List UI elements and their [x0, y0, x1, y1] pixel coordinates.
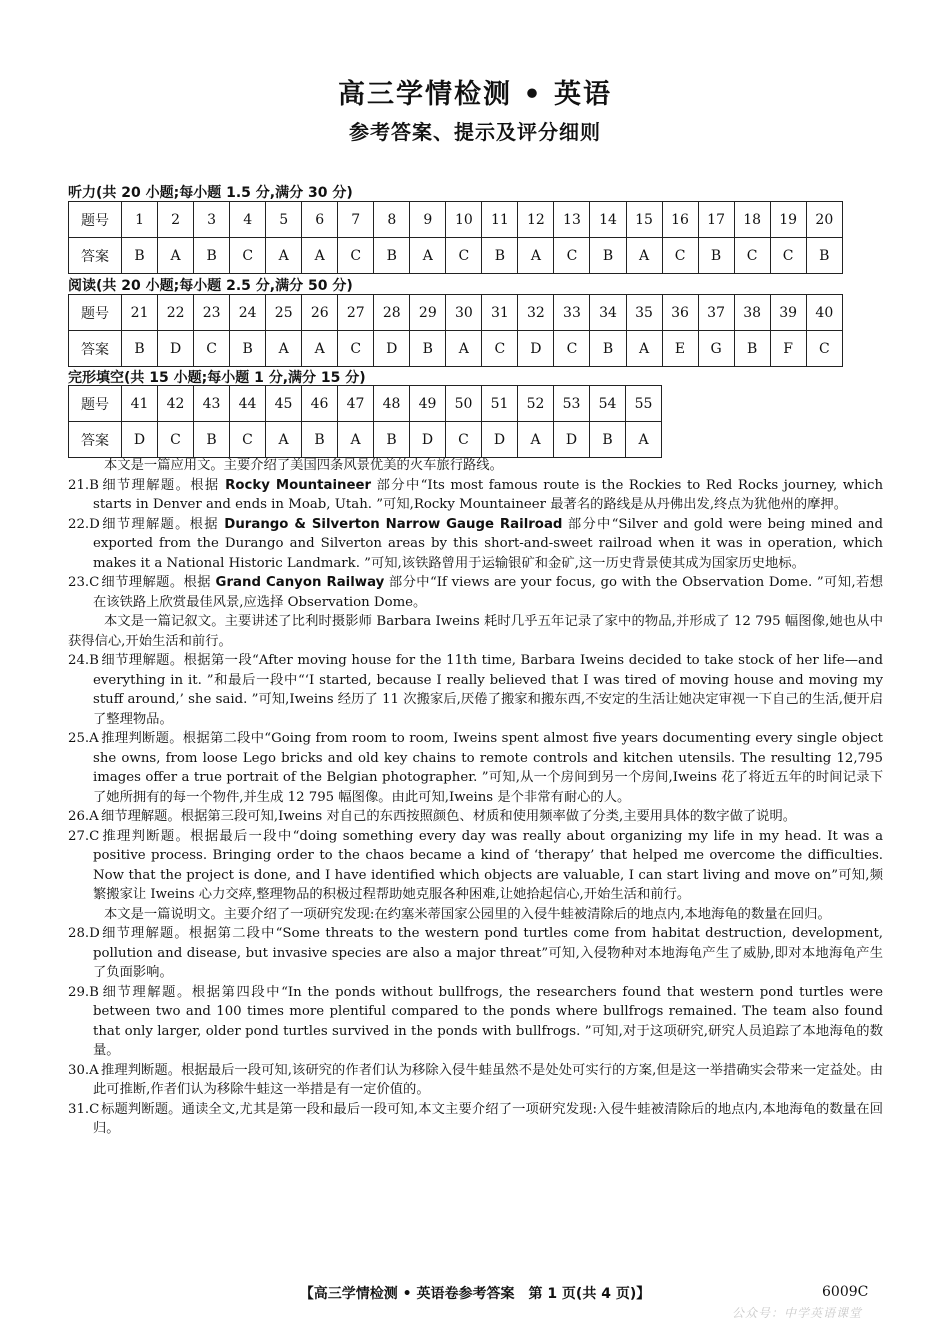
- item-type: 细节理解题。: [101, 516, 190, 532]
- item-text: 根据: [183, 575, 216, 590]
- question-number-cell: 43: [194, 386, 230, 422]
- question-number-cell: 15: [626, 202, 662, 238]
- answer-cell: G: [698, 331, 734, 367]
- reading-answer-table: [68, 294, 843, 367]
- question-number-cell: 29: [410, 295, 446, 331]
- item-text: 部分中“If views are your focus, go with the Observation Dome. ”可知,若想在该铁路上欣赏最佳风景,应选择 Observation Dome。: [93, 575, 884, 610]
- answer-explanation: [68, 515, 884, 574]
- passage-c-items: [68, 924, 884, 1139]
- question-number-cell: 48: [374, 386, 410, 422]
- answer-cell: B: [374, 422, 410, 458]
- item-text: 部分中“Its most famous route is the Rockies to Red Rocks journey, which starts in Denver and ends in Moab, Utah. ”可知,Rocky Mountaineer 最著名的路线是从丹佛出发,终点为犹他州的摩押。: [93, 477, 884, 512]
- question-number-cell: 10: [446, 202, 482, 238]
- item-source-section: Grand Canyon Railway: [215, 575, 385, 590]
- item-text: 根据最后一段中“doing something every day was really about organizing my life in my head. It was a positive process. Bringing order to the chaos became a kind of ‘therapy’ that helped me overcome the difficulties. Now that the project is done, and I have identified which objects are valuable, I can start living and move on”可知,频繁搬家让 Iweins 心力交瘁,整理物品的积极过程帮助她克服各种困难,让她拾起信心,开始生活和前行。: [93, 828, 883, 902]
- question-number-cell: 52: [518, 386, 554, 422]
- question-number-cell: 34: [590, 295, 626, 331]
- answer-explanation: [68, 983, 883, 1061]
- question-number-cell: 46: [302, 386, 338, 422]
- answer-cell: D: [554, 422, 590, 458]
- question-number-cell: 13: [554, 202, 590, 238]
- item-source-section: Durango & Silverton Narrow Gauge Railroad: [224, 516, 563, 532]
- answer-cell: D: [410, 422, 446, 458]
- page-footer: 【高三学情检测 • 英语卷参考答案 第 1 页(共 4 页)】: [299, 1286, 651, 1302]
- cloze-answer-table: [68, 385, 662, 458]
- answer-cell: D: [158, 331, 194, 367]
- question-number-cell: 44: [230, 386, 266, 422]
- answer-cell: A: [626, 331, 662, 367]
- answer-cell: B: [482, 238, 518, 274]
- question-number-cell: 26: [302, 295, 338, 331]
- question-number-cell: 40: [806, 295, 842, 331]
- question-number-cell: 50: [446, 386, 482, 422]
- question-number-cell: 19: [770, 202, 806, 238]
- item-number: 26.A: [68, 809, 99, 824]
- answer-row-label: 答案: [69, 238, 122, 274]
- answer-cell: B: [302, 422, 338, 458]
- question-number-cell: 21: [122, 295, 158, 331]
- item-text: 通读全文,尤其是第一段和最后一段可知,本文主要介绍了一项研究发现:入侵牛蛙被清除后的地点内,本地海龟的数量在回归。: [93, 1101, 883, 1136]
- question-number-cell: 8: [374, 202, 410, 238]
- answer-cell: A: [266, 238, 302, 274]
- question-number-cell: 41: [122, 386, 158, 422]
- question-number-cell: 35: [626, 295, 662, 331]
- question-number-cell: 1: [122, 202, 158, 238]
- answer-explanation: [68, 1100, 883, 1139]
- question-number-cell: 16: [662, 202, 698, 238]
- passage-a-items: [68, 476, 884, 613]
- item-text: 根据: [189, 516, 225, 532]
- answer-explanation: [68, 1061, 884, 1100]
- item-type: 推理判断题。: [101, 1062, 182, 1078]
- answer-cell: A: [338, 422, 374, 458]
- answer-explanation: [68, 651, 883, 729]
- question-number-cell: 11: [482, 202, 518, 238]
- question-row: [69, 386, 662, 422]
- answer-cell: D: [482, 422, 518, 458]
- answer-cell: C: [554, 331, 590, 367]
- item-text: 根据第一段“After moving house for the 11th time, Barbara Iweins decided to take stock of her life—and everything in it. ”和最后一段中“‘I started, because I really believed that I was tired of moving house and moving my stuff around,’ she said. ”可知,Iweins 经历了 11 次搬家后,厌倦了搬家和搬东西,不安定的生活让她决定审视一下自己的生活,便开启了整理物品。: [93, 653, 883, 727]
- question-row: [69, 202, 843, 238]
- paper-code: 6009C: [822, 1284, 869, 1300]
- question-number-cell: 54: [590, 386, 626, 422]
- answer-cell: B: [590, 238, 626, 274]
- answer-cell: C: [554, 238, 590, 274]
- answer-cell: A: [626, 238, 662, 274]
- answer-cell: B: [194, 422, 230, 458]
- answer-row-label: 答案: [69, 331, 122, 367]
- question-number-cell: 39: [770, 295, 806, 331]
- cloze-section-heading: 完形填空(共 15 小题;每小题 1 分,满分 15 分): [68, 370, 366, 386]
- question-number-cell: 38: [734, 295, 770, 331]
- answer-cell: C: [338, 238, 374, 274]
- answer-cell: B: [410, 331, 446, 367]
- answer-cell: B: [122, 331, 158, 367]
- answer-cell: C: [662, 238, 698, 274]
- answer-cell: B: [590, 331, 626, 367]
- item-type: 细节理解题。: [101, 809, 181, 824]
- document-title: 高三学情检测 • 英语: [337, 79, 613, 110]
- question-row-label: 题号: [69, 202, 122, 238]
- answer-cell: B: [590, 422, 626, 458]
- answer-explanation: [68, 729, 883, 807]
- answer-cell: A: [518, 238, 554, 274]
- question-number-cell: 28: [374, 295, 410, 331]
- question-number-cell: 51: [482, 386, 518, 422]
- item-text: 根据: [190, 477, 226, 493]
- question-number-cell: 14: [590, 202, 626, 238]
- answer-cell: C: [230, 422, 266, 458]
- answer-cell: C: [446, 422, 482, 458]
- item-source-section: Rocky Mountaineer: [225, 477, 372, 493]
- watermark: 公众号：中学英语课堂: [732, 1306, 863, 1320]
- question-number-cell: 25: [266, 295, 302, 331]
- item-text: 部分中“Silver and gold were being mined and exported from the Durango and Silverton areas by this short-and-sweet railroad when it was in operation, which makes it a National Historic Landmark. ”可知,该铁路曾用于运输银矿和金矿,这一历史背景使其成为国家历史地标。: [93, 516, 884, 571]
- item-type: 细节理解题。: [101, 984, 192, 1000]
- question-number-cell: 30: [446, 295, 482, 331]
- answer-cell: A: [302, 331, 338, 367]
- question-number-cell: 53: [554, 386, 590, 422]
- passage-c-intro: 本文是一篇说明文。主要介绍了一项研究发现:在约塞米蒂国家公园里的入侵牛蛙被清除后的地点内,本地海龟的数量在回归。: [104, 906, 831, 922]
- item-number: 27.C: [68, 828, 100, 844]
- question-number-cell: 23: [194, 295, 230, 331]
- answer-row: [69, 422, 662, 458]
- question-number-cell: 27: [338, 295, 374, 331]
- item-text: 根据最后一段可知,该研究的作者们认为移除入侵牛蛙虽然不是处处可实行的方案,但是这一举措确实会带来一定益处。由此可推断,作者们认为移除牛蛙这一举措是有一定价值的。: [93, 1062, 884, 1097]
- item-number: 24.B: [68, 653, 99, 668]
- item-text: 根据第三段可知,Iweins 对自己的东西按照颜色、材质和使用频率做了分类,主要用具体的数字做了说明。: [180, 809, 797, 824]
- item-type: 推理判断题。: [101, 828, 191, 844]
- item-type: 细节理解题。: [101, 477, 191, 493]
- answer-cell: B: [374, 238, 410, 274]
- question-number-cell: 37: [698, 295, 734, 331]
- answer-explanation: [68, 827, 883, 905]
- item-number: 29.B: [68, 984, 99, 1000]
- answer-cell: C: [806, 331, 842, 367]
- answer-cell: A: [410, 238, 446, 274]
- answer-cell: A: [518, 422, 554, 458]
- answer-cell: A: [302, 238, 338, 274]
- question-number-cell: 33: [554, 295, 590, 331]
- answer-cell: A: [626, 422, 662, 458]
- passage-b-intro: 本文是一篇记叙文。主要讲述了比利时摄影师 Barbara Iweins 耗时几乎五年记录了家中的物品,并形成了 12 795 幅图像,她也从中获得信心,开始生活和前行。: [68, 614, 883, 649]
- answer-row: [69, 238, 843, 274]
- answer-row-label: 答案: [69, 422, 122, 458]
- answer-row: [69, 331, 843, 367]
- item-number: 30.A: [68, 1062, 99, 1078]
- answer-cell: F: [770, 331, 806, 367]
- question-number-cell: 45: [266, 386, 302, 422]
- answer-cell: B: [194, 238, 230, 274]
- item-type: 标题判断题。: [101, 1101, 182, 1117]
- question-row-label: 题号: [69, 295, 122, 331]
- answer-cell: B: [230, 331, 266, 367]
- answer-cell: B: [122, 238, 158, 274]
- question-number-cell: 5: [266, 202, 302, 238]
- answer-cell: A: [446, 331, 482, 367]
- answer-cell: C: [446, 238, 482, 274]
- answer-explanation: [68, 476, 884, 515]
- item-number: 28.D: [68, 926, 100, 941]
- passage-b-items: [68, 651, 883, 905]
- question-row-label: 题号: [69, 386, 122, 422]
- question-number-cell: 32: [518, 295, 554, 331]
- answer-cell: B: [698, 238, 734, 274]
- item-text: 根据第二段中“Some threats to the western pond turtles come from habitat destruction, development, pollution and disease, but invasive species are also a major threat”可知,入侵物种对本地海龟产生了威胁,即对本地海龟产生了负面影响。: [93, 926, 884, 980]
- document-subtitle: 参考答案、提示及评分细则: [349, 120, 601, 144]
- answer-cell: A: [266, 331, 302, 367]
- answer-cell: B: [806, 238, 842, 274]
- question-number-cell: 9: [410, 202, 446, 238]
- reading-section-heading: 阅读(共 20 小题;每小题 2.5 分,满分 50 分): [68, 278, 353, 294]
- question-number-cell: 6: [302, 202, 338, 238]
- question-number-cell: 47: [338, 386, 374, 422]
- item-text: 根据第二段中“Going from room to room, Iweins spent almost five years documenting every single object she owns, from loose Lego bricks and old key chains to remote controls and kitchen utensils. The resulting 12,795 images offer a true portrait of the Belgian photographer. ”可知,从一个房间到另一个房间,Iweins 花了将近五年的时间记录下了她所拥有的每一个物件,并生成 12 795 幅图像。由此可知,Iweins 是个非常有耐心的人。: [93, 731, 883, 805]
- answer-cell: E: [662, 331, 698, 367]
- item-number: 21.B: [68, 477, 99, 493]
- answer-cell: A: [266, 422, 302, 458]
- question-number-cell: 49: [410, 386, 446, 422]
- question-number-cell: 17: [698, 202, 734, 238]
- answer-cell: A: [158, 238, 194, 274]
- item-number: 22.D: [68, 516, 100, 532]
- item-type: 细节理解题。: [101, 575, 184, 590]
- question-number-cell: 31: [482, 295, 518, 331]
- answer-cell: C: [158, 422, 194, 458]
- answer-explanation: [68, 573, 884, 612]
- answer-cell: C: [230, 238, 266, 274]
- question-number-cell: 18: [734, 202, 770, 238]
- answer-cell: D: [374, 331, 410, 367]
- question-number-cell: 20: [806, 202, 842, 238]
- question-number-cell: 24: [230, 295, 266, 331]
- answer-explanation: [68, 807, 883, 827]
- answer-cell: D: [518, 331, 554, 367]
- answer-cell: C: [770, 238, 806, 274]
- question-number-cell: 36: [662, 295, 698, 331]
- answer-cell: D: [122, 422, 158, 458]
- item-type: 细节理解题。: [101, 926, 189, 941]
- listening-answer-table: [68, 201, 843, 274]
- answer-cell: B: [734, 331, 770, 367]
- passage-a-intro: 本文是一篇应用文。主要介绍了美国四条风景优美的火车旅行路线。: [104, 458, 503, 473]
- listening-section-heading: 听力(共 20 小题;每小题 1.5 分,满分 30 分): [68, 185, 353, 201]
- question-number-cell: 7: [338, 202, 374, 238]
- question-number-cell: 4: [230, 202, 266, 238]
- answer-cell: C: [338, 331, 374, 367]
- answer-explanation: [68, 924, 884, 983]
- item-type: 推理判断题。: [101, 731, 183, 746]
- answer-cell: C: [194, 331, 230, 367]
- question-row: [69, 295, 843, 331]
- item-type: 细节理解题。: [101, 653, 184, 668]
- item-number: 31.C: [68, 1101, 100, 1117]
- question-number-cell: 12: [518, 202, 554, 238]
- explanations: [68, 456, 884, 1139]
- question-number-cell: 2: [158, 202, 194, 238]
- item-number: 25.A: [68, 731, 99, 746]
- item-text: 根据第四段中“In the ponds without bullfrogs, the researchers found that western pond turtles were between two and 100 times more plentiful compared to the ponds where bullfrogs remained. The team also found that only larger, older pond turtles survived in the ponds with bullfrogs. ”可知,对于这项研究,研究人员追踪了本地海龟的数量。: [93, 984, 883, 1058]
- answer-cell: C: [482, 331, 518, 367]
- question-number-cell: 3: [194, 202, 230, 238]
- question-number-cell: 55: [626, 386, 662, 422]
- answer-cell: C: [734, 238, 770, 274]
- question-number-cell: 42: [158, 386, 194, 422]
- item-number: 23.C: [68, 575, 100, 590]
- question-number-cell: 22: [158, 295, 194, 331]
